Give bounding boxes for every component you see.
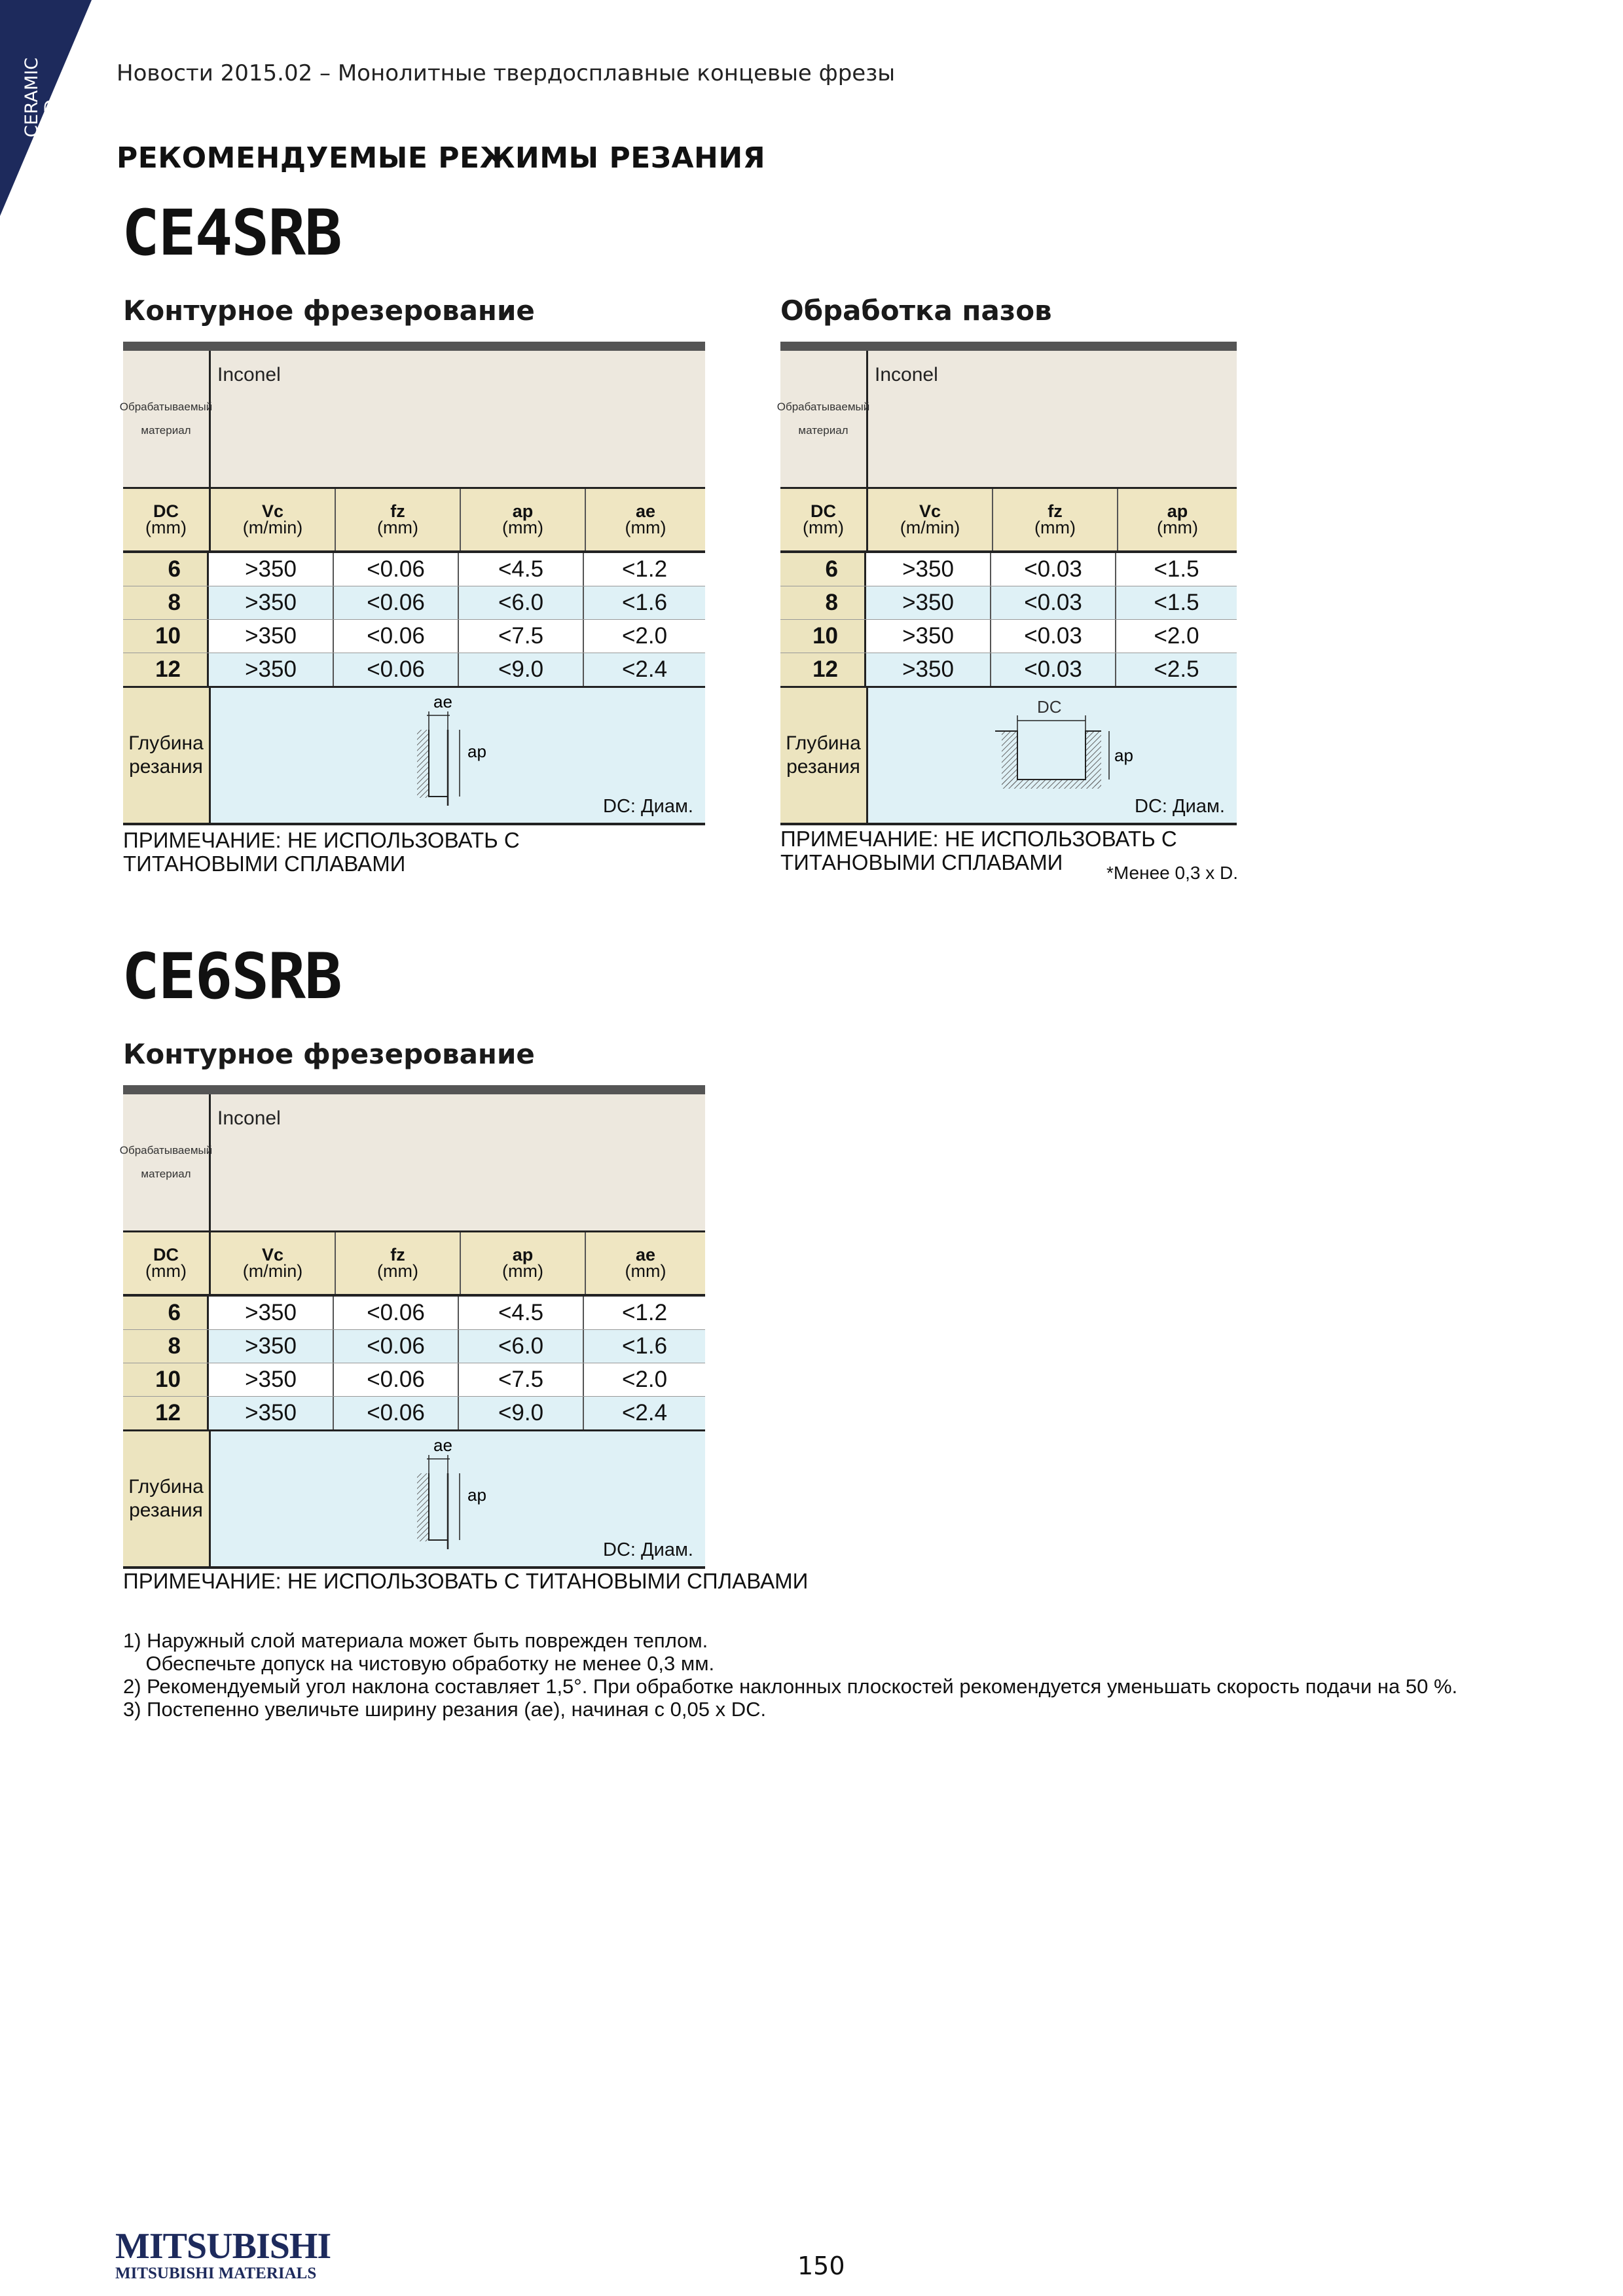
- header-fz: [336, 1232, 461, 1294]
- table-cell: <0.06: [334, 553, 459, 586]
- depth-label: Глубина резания: [123, 1431, 211, 1566]
- depth-label: Глубина резания: [780, 688, 868, 823]
- corner-line1: CERAMIC: [22, 57, 42, 137]
- table-cell: <7.5: [459, 1363, 584, 1396]
- table-cell: <1.6: [621, 590, 668, 615]
- table-row: [123, 1397, 705, 1431]
- material-row: [776, 351, 1237, 489]
- side-cut-diagram: [407, 1431, 525, 1562]
- header-name: ap: [512, 501, 534, 521]
- star-note: *Менее 0,3 x D.: [1106, 863, 1238, 883]
- ce6-contour-table: [119, 1085, 705, 1569]
- table-cell: <7.5: [459, 620, 584, 653]
- header-name: fz: [390, 501, 405, 521]
- side-cut-diagram: [407, 688, 525, 819]
- material-label: Обрабатываемый материал: [123, 351, 211, 487]
- header-ae: [586, 1232, 705, 1294]
- header-fz: [336, 489, 461, 550]
- dc-note: DC: Диам.: [1135, 796, 1225, 817]
- material-value: Inconel: [875, 364, 938, 386]
- material-label: Обрабатываемый материал: [780, 351, 868, 487]
- material-row: [119, 1094, 705, 1232]
- table-cell: >350: [209, 1297, 334, 1329]
- table-cell: <1.5: [1154, 590, 1199, 615]
- header-dc: [123, 1232, 211, 1294]
- table-cell: <2.4: [621, 1400, 668, 1426]
- table-cell: <2.4: [621, 656, 668, 682]
- table-cell: >350: [866, 653, 991, 686]
- depth-diagram-area: [211, 688, 705, 823]
- model-ce6srb: CE6SRB: [122, 940, 341, 1013]
- header-vc: [211, 1232, 336, 1294]
- table-cell: <0.03: [991, 553, 1116, 586]
- header-vc: [211, 489, 336, 550]
- header-name: Vc: [919, 501, 941, 521]
- header-fz: [993, 489, 1118, 550]
- logo-brand: MITSUBISHI: [115, 2226, 331, 2267]
- table-row: [123, 620, 705, 653]
- header-row: [780, 489, 1237, 553]
- table-cell: <0.06: [334, 620, 459, 653]
- table-cell: <2.0: [621, 1367, 668, 1392]
- table-cell: >350: [209, 653, 334, 686]
- ce4-slot-table: [776, 342, 1237, 825]
- table-cell: <0.03: [991, 653, 1116, 686]
- header-unit: (mm): [145, 1261, 187, 1281]
- table-row: [123, 1330, 705, 1363]
- table-cell: 6: [780, 553, 866, 586]
- header-dc: [123, 489, 211, 550]
- table-cell: 8: [123, 586, 209, 619]
- header-name: Vc: [261, 1245, 284, 1265]
- page-number: 150: [797, 2251, 845, 2280]
- table-cell: 10: [123, 1363, 209, 1396]
- section-title: РЕКОМЕНДУЕМЫЕ РЕЖИМЫ РЕЗАНИЯ: [117, 141, 766, 175]
- header-unit: (m/min): [900, 518, 960, 537]
- ap-label: ap: [467, 1485, 486, 1505]
- header-name: ap: [512, 1245, 534, 1265]
- table-cell: 6: [123, 553, 209, 586]
- footnote: Обеспечьте допуск на чистовую обработку не менее 0,3 мм.: [123, 1652, 715, 1675]
- table-cell: <0.06: [334, 586, 459, 619]
- footnotes: [123, 1629, 1457, 1721]
- header-name: DC: [811, 501, 836, 521]
- table-cell: <9.0: [459, 653, 584, 686]
- table-cell: <2.0: [621, 623, 668, 649]
- table-cell: 8: [123, 1330, 209, 1363]
- table-cell: >350: [866, 553, 991, 586]
- page-header: Новости 2015.02 – Монолитные твердосплавные концевые фрезы: [117, 60, 896, 86]
- dc-note: DC: Диам.: [603, 1539, 693, 1560]
- table-cell: <0.06: [334, 1297, 459, 1329]
- table-row: [780, 553, 1237, 586]
- table-cell: 10: [123, 620, 209, 653]
- table-cell: 12: [123, 653, 209, 686]
- depth-diagram-area: [211, 1431, 705, 1566]
- footnote: 3) Постепенно увеличьте ширину резания (ae), начиная с 0,05 x DC.: [123, 1698, 767, 1721]
- header-name: ap: [1167, 501, 1188, 521]
- depth-row: [780, 688, 1237, 825]
- table-cell: <0.03: [991, 586, 1116, 619]
- slot-diagram: [993, 688, 1137, 819]
- dc-label: DC: [1037, 697, 1062, 717]
- header-unit: (mm): [1034, 518, 1076, 537]
- header-name: Vc: [261, 501, 284, 521]
- header-name: fz: [1048, 501, 1063, 521]
- titanium-note: ПРИМЕЧАНИЕ: НЕ ИСПОЛЬЗОВАТЬ С ТИТАНОВЫМИ СПЛАВАМИ: [123, 828, 520, 876]
- header-name: DC: [153, 1245, 179, 1265]
- depth-row: [123, 1431, 705, 1569]
- header-unit: (m/min): [242, 518, 303, 537]
- table-cell: <9.0: [459, 1397, 584, 1429]
- material-label: Обрабатываемый материал: [123, 1094, 211, 1230]
- header-ap: [461, 489, 586, 550]
- table-cell: >350: [209, 620, 334, 653]
- table-cell: <0.06: [334, 1363, 459, 1396]
- logo-sub: MITSUBISHI MATERIALS: [115, 2265, 317, 2282]
- table-row: [123, 1297, 705, 1330]
- depth-diagram-area: [868, 688, 1237, 823]
- table-row: [780, 586, 1237, 620]
- header-unit: (mm): [1157, 518, 1198, 537]
- header-name: fz: [390, 1245, 405, 1265]
- header-unit: (mm): [803, 518, 844, 537]
- table-cell: <0.06: [334, 1397, 459, 1429]
- mitsubishi-logo: [115, 2226, 331, 2283]
- header-name: DC: [153, 501, 179, 521]
- dc-note: DC: Диам.: [603, 796, 693, 817]
- header-ap: [1118, 489, 1237, 550]
- ce4-contour-title: Контурное фрезерование: [123, 295, 535, 327]
- table-cell: 6: [123, 1297, 209, 1329]
- table-cell: 8: [780, 586, 866, 619]
- corner-label: [22, 57, 81, 137]
- ap-label: ap: [467, 742, 486, 761]
- header-unit: (mm): [502, 1261, 543, 1281]
- header-row: [123, 1232, 705, 1297]
- material-value: Inconel: [217, 1107, 281, 1129]
- titanium-note: ПРИМЕЧАНИЕ: НЕ ИСПОЛЬЗОВАТЬ С ТИТАНОВЫМИ СПЛАВАМИ: [123, 1569, 809, 1593]
- table-cell: <2.0: [1154, 623, 1199, 649]
- table-cell: <1.2: [621, 556, 668, 582]
- table-cell: <4.5: [459, 553, 584, 586]
- material-value: Inconel: [217, 364, 281, 386]
- model-ce4srb: CE4SRB: [122, 196, 341, 270]
- header-name: ae: [635, 1245, 656, 1265]
- table-cell: <6.0: [459, 1330, 584, 1363]
- header-unit: (mm): [377, 1261, 418, 1281]
- ae-label: ae: [433, 692, 452, 711]
- table-cell: <6.0: [459, 586, 584, 619]
- material-row: [119, 351, 705, 489]
- ae-label: ae: [433, 1435, 452, 1455]
- table-cell: 12: [123, 1397, 209, 1429]
- table-cell: <0.06: [334, 1330, 459, 1363]
- header-unit: (mm): [377, 518, 418, 537]
- depth-row: [123, 688, 705, 825]
- header-ap: [461, 1232, 586, 1294]
- table-cell: 12: [780, 653, 866, 686]
- ap-label: ap: [1114, 745, 1133, 765]
- table-cell: 10: [780, 620, 866, 653]
- table-cell: >350: [209, 1397, 334, 1429]
- header-vc: [868, 489, 993, 550]
- header-name: ae: [635, 501, 656, 521]
- ce6-contour-title: Контурное фрезерование: [123, 1038, 535, 1070]
- table-cell: <4.5: [459, 1297, 584, 1329]
- header-row: [123, 489, 705, 553]
- table-cell: <1.6: [621, 1333, 668, 1359]
- table-cell: <1.5: [1154, 556, 1199, 582]
- ce4-slot-title: Обработка пазов: [780, 295, 1052, 327]
- table-cell: >350: [209, 1330, 334, 1363]
- ce4-contour-table: [119, 342, 705, 825]
- table-row: [123, 1363, 705, 1397]
- corner-line2: END MILL: [41, 97, 81, 137]
- table-cell: <0.03: [991, 620, 1116, 653]
- table-cell: >350: [209, 1363, 334, 1396]
- header-unit: (mm): [502, 518, 543, 537]
- header-unit: (mm): [625, 518, 666, 537]
- header-ae: [586, 489, 705, 550]
- header-unit: (mm): [145, 518, 187, 537]
- table-cell: <0.06: [334, 653, 459, 686]
- footnote: 2) Рекомендуемый угол наклона составляет 1,5°. При обработке наклонных плоскостей рекомендуется уменьшать скорость подачи на 50 %.: [123, 1675, 1458, 1698]
- table-cell: >350: [866, 620, 991, 653]
- table-row: [123, 586, 705, 620]
- table-cell: >350: [866, 586, 991, 619]
- footnote: 1) Наружный слой материала может быть поврежден теплом.: [123, 1629, 708, 1652]
- table-row: [780, 620, 1237, 653]
- table-cell: <2.5: [1154, 656, 1199, 682]
- depth-label: Глубина резания: [123, 688, 211, 823]
- table-cell: <1.2: [621, 1300, 668, 1325]
- header-unit: (mm): [625, 1261, 666, 1281]
- table-row: [123, 653, 705, 688]
- header-unit: (m/min): [242, 1261, 303, 1281]
- table-cell: >350: [209, 586, 334, 619]
- table-row: [780, 653, 1237, 688]
- table-row: [123, 553, 705, 586]
- titanium-note: ПРИМЕЧАНИЕ: НЕ ИСПОЛЬЗОВАТЬ С ТИТАНОВЫМИ СПЛАВАМИ: [780, 827, 1177, 874]
- table-cell: >350: [209, 553, 334, 586]
- header-dc: [780, 489, 868, 550]
